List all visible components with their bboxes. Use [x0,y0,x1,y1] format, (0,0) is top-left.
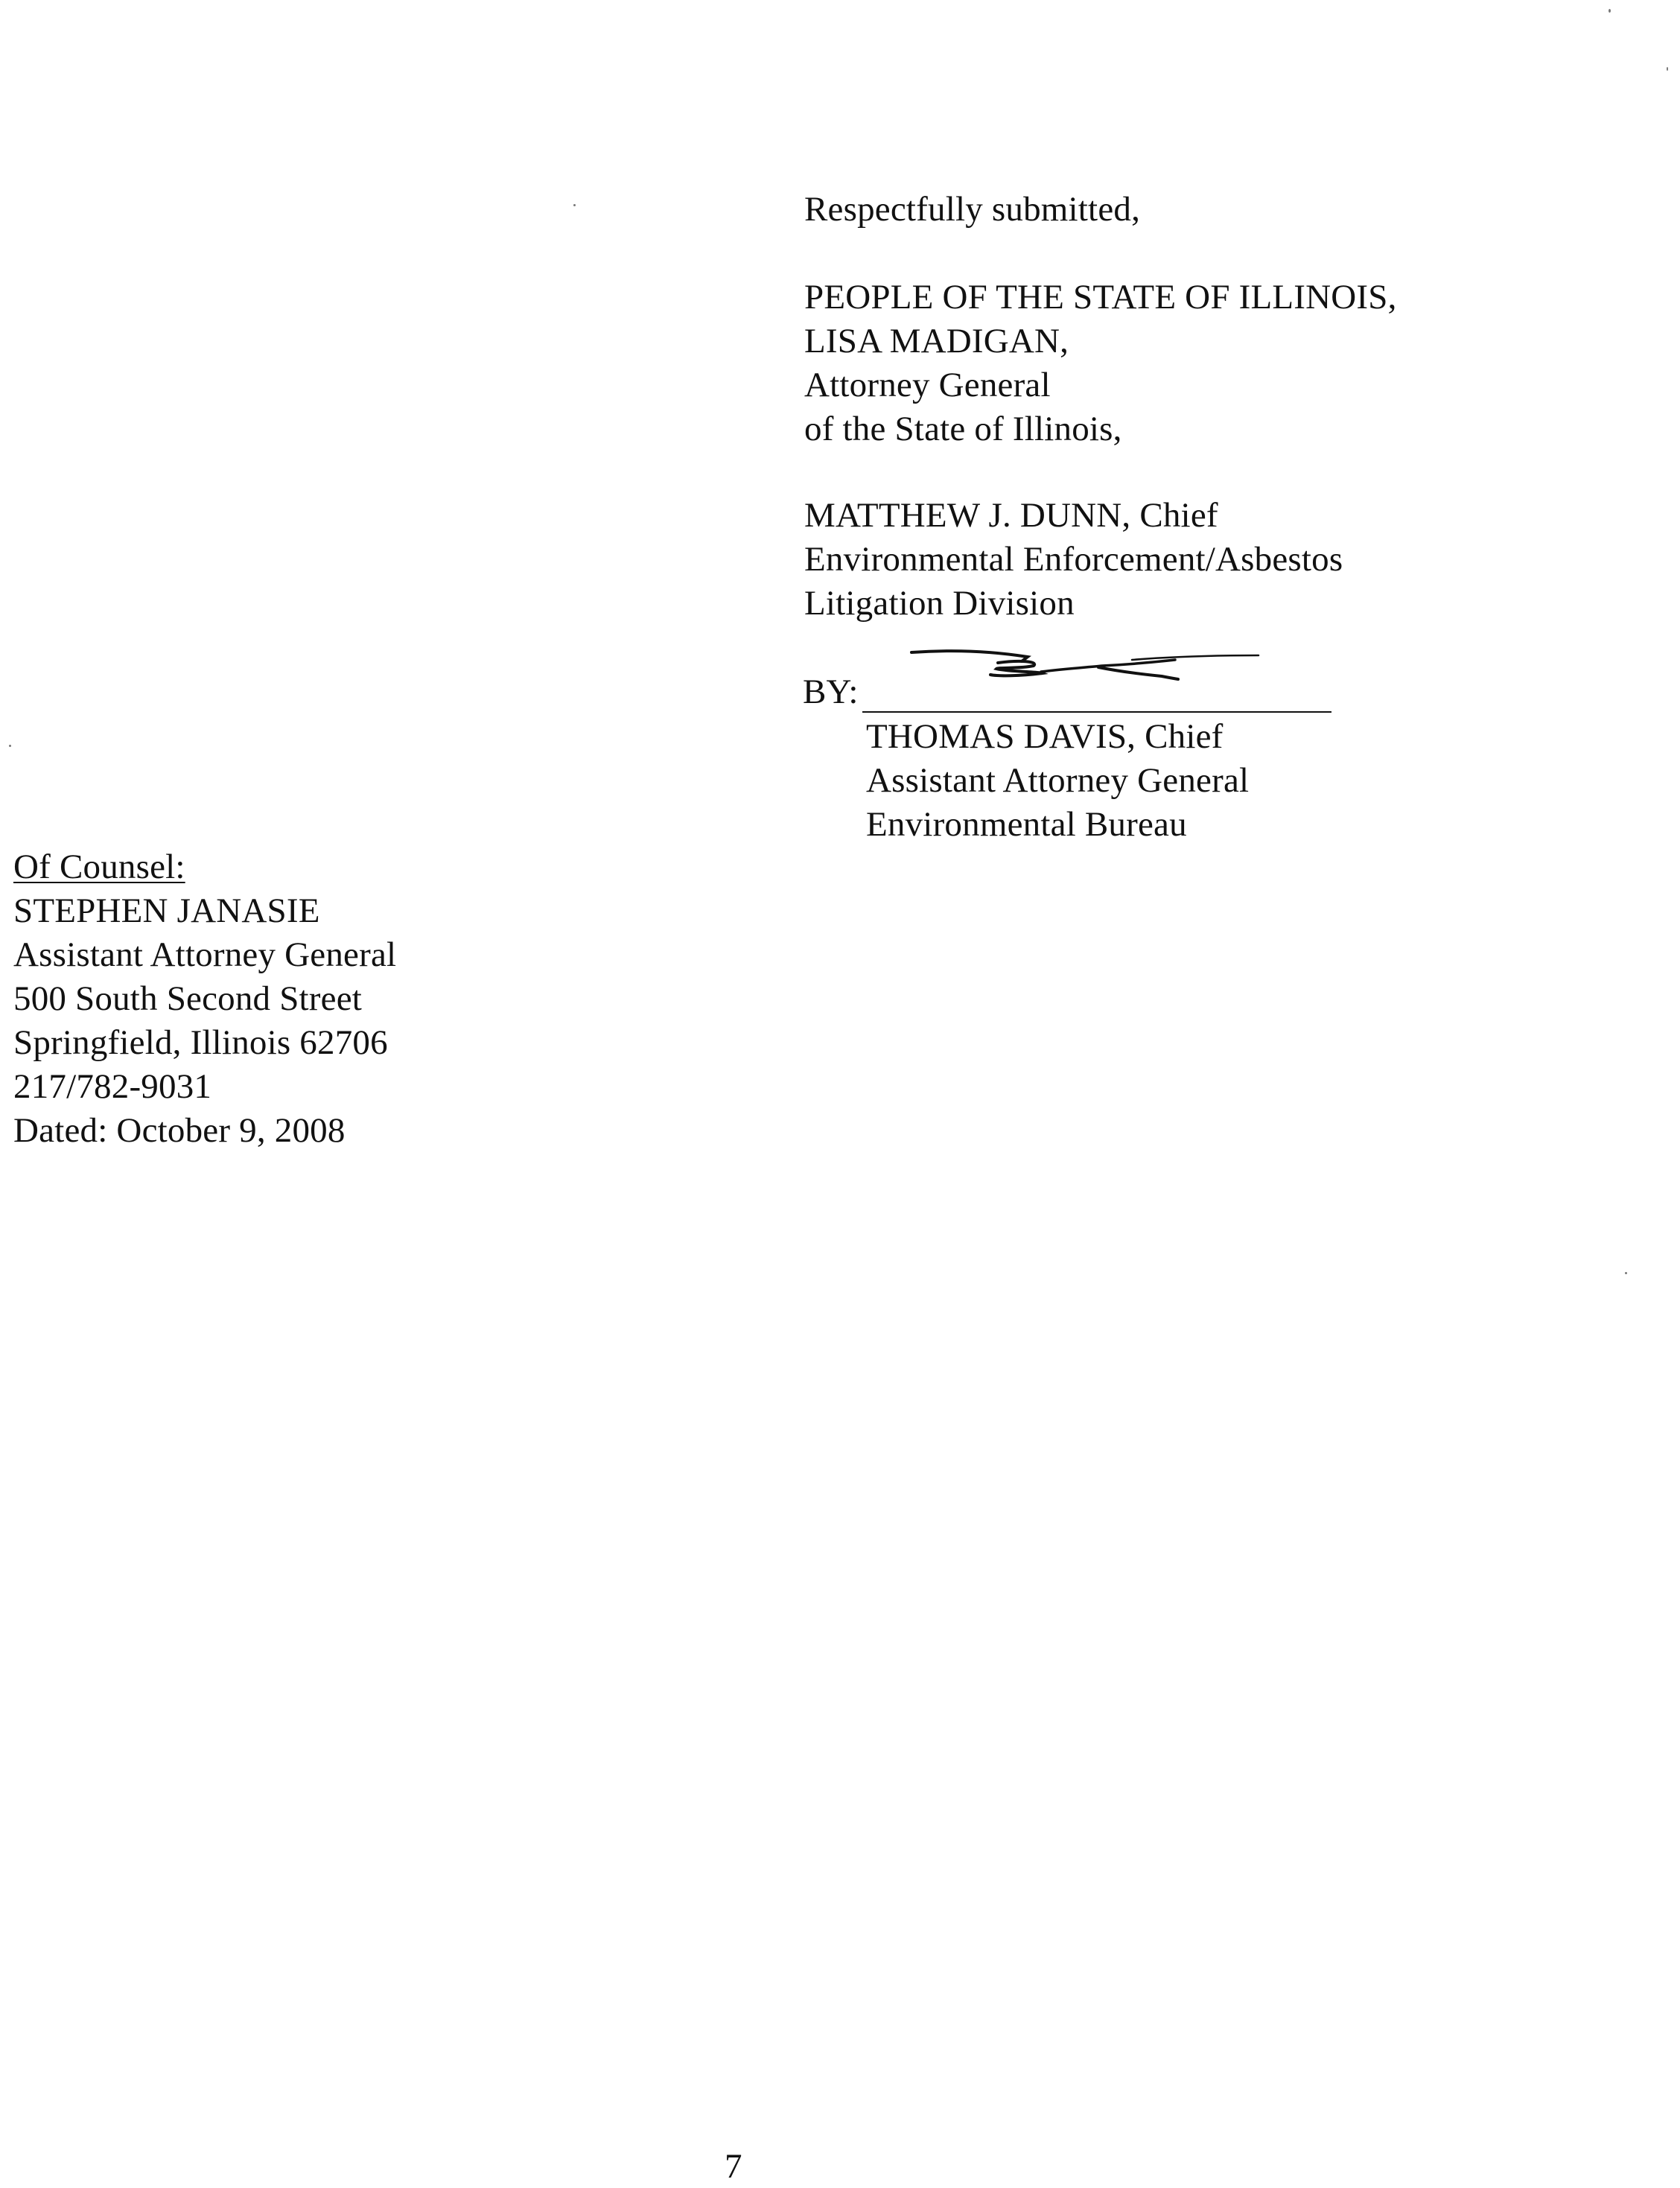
chief-line: Litigation Division [804,584,1075,623]
counsel-line: 217/782-9031 [13,1067,212,1106]
party-line: Attorney General [804,366,1051,404]
page-number: 7 [725,2147,742,2186]
scan-speck [1609,9,1611,13]
signer-line: THOMAS DAVIS, Chief [866,717,1224,756]
of-counsel-heading: Of Counsel: [13,847,185,886]
chief-line: MATTHEW J. DUNN, Chief [804,496,1218,535]
signer-line: Environmental Bureau [866,805,1187,844]
signature-line [862,711,1331,713]
chief-line: Environmental Enforcement/Asbestos [804,540,1343,579]
party-line: of the State of Illinois, [804,410,1122,448]
party-line: LISA MADIGAN, [804,322,1069,360]
scan-speck [573,204,576,206]
signer-line: Assistant Attorney General [866,761,1250,800]
counsel-line: Assistant Attorney General [13,935,397,974]
handwritten-signature [909,642,1266,694]
by-label: BY: [803,672,859,711]
counsel-line: Springfield, Illinois 62706 [13,1023,388,1062]
scan-speck [1625,1272,1627,1274]
dated-line: Dated: October 9, 2008 [13,1111,346,1150]
party-line: PEOPLE OF THE STATE OF ILLINOIS, [804,278,1397,317]
scan-speck [1667,67,1668,71]
counsel-line: 500 South Second Street [13,979,363,1018]
scan-speck [9,745,11,747]
counsel-line: STEPHEN JANASIE [13,891,320,930]
respectfully-submitted: Respectfully submitted, [804,190,1141,229]
